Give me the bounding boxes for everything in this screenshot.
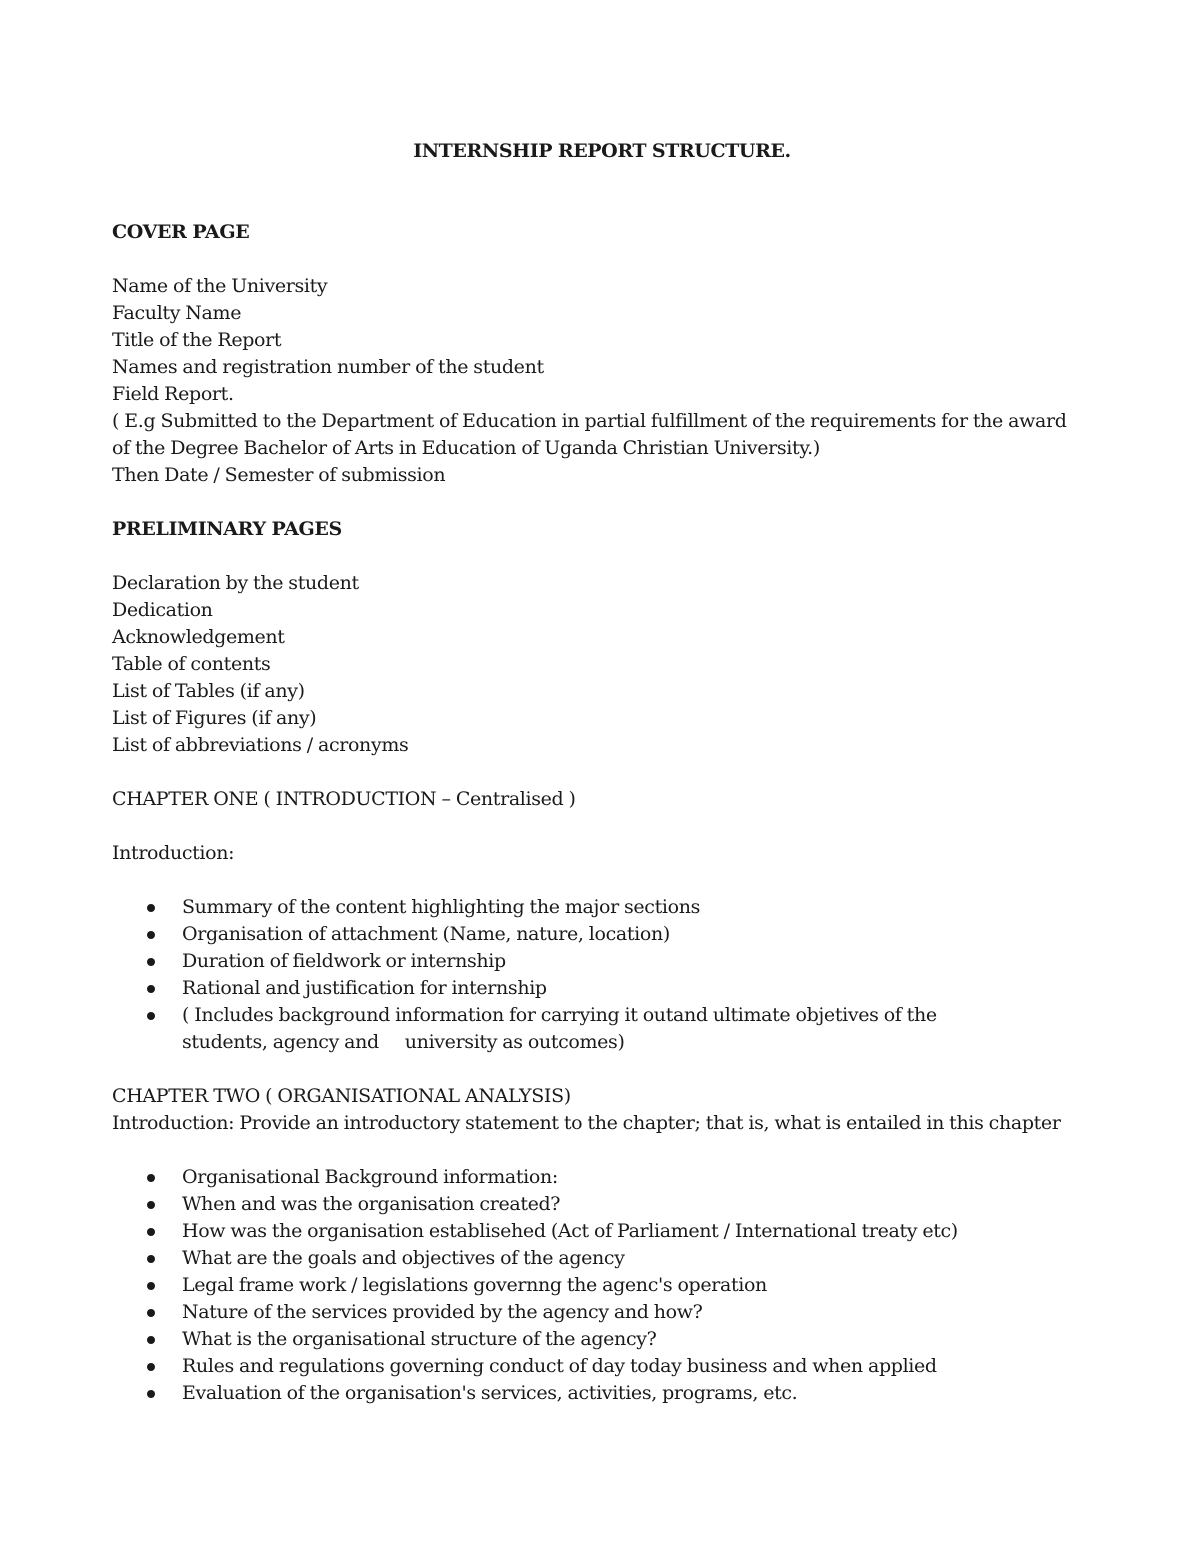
chapter-one-bullet-list (112, 894, 1092, 1056)
cover-line: Field Report. (112, 383, 234, 405)
cover-line: Faculty Name (112, 302, 242, 324)
spacer (112, 489, 1092, 516)
list-item (112, 1245, 1092, 1272)
chapter-one-section (112, 786, 1092, 1056)
list-item-text: Nature of the services provided by the agency and how? (182, 1301, 703, 1323)
chapter-two-bullet-list (112, 1164, 1092, 1407)
cover-page-section (112, 219, 1092, 489)
list-item (112, 1002, 1092, 1056)
list-item (112, 921, 1092, 948)
bullet-icon (147, 1336, 155, 1344)
cover-line: Name of the University (112, 275, 328, 297)
preliminary-pages-heading: PRELIMINARY PAGES (112, 518, 342, 540)
spacer (112, 1137, 1092, 1164)
list-item (112, 1191, 1092, 1218)
bullet-icon (147, 1012, 155, 1020)
bullet-icon (147, 904, 155, 912)
preliminary-line: List of Figures (if any) (112, 707, 317, 729)
cover-line: Title of the Report (112, 329, 282, 351)
list-item-text: Duration of fieldwork or internship (182, 950, 506, 972)
bullet-icon (147, 1309, 155, 1317)
chapter-two-section (112, 1083, 1092, 1407)
bullet-icon (147, 958, 155, 966)
bullet-icon (147, 1201, 155, 1209)
chapter-one-intro: Introduction: (112, 842, 235, 864)
preliminary-line: List of abbreviations / acronyms (112, 734, 409, 756)
list-item (112, 975, 1092, 1002)
list-item-text: Summary of the content highlighting the major sections (182, 896, 700, 918)
list-item-text: Organisation of attachment (Name, nature, location) (182, 923, 670, 945)
list-item-text: What is the organisational structure of the agency? (182, 1328, 657, 1350)
list-item (112, 1272, 1092, 1299)
cover-line: Names and registration number of the student (112, 356, 544, 378)
preliminary-line: Acknowledgement (112, 626, 285, 648)
bullet-icon (147, 1282, 155, 1290)
chapter-one-heading: CHAPTER ONE ( INTRODUCTION – Centralised ) (112, 788, 576, 810)
list-item-text: Rules and regulations governing conduct of day today business and when applied (182, 1355, 937, 1377)
spacer (112, 867, 1092, 894)
spacer (112, 813, 1092, 840)
cover-line: Then Date / Semester of submission (112, 464, 446, 486)
list-item (112, 948, 1092, 975)
list-item-text: Evaluation of the organisation's services, activities, programs, etc. (182, 1382, 798, 1404)
preliminary-line: Table of contents (112, 653, 271, 675)
document-body (112, 138, 1092, 1407)
bullet-icon (147, 931, 155, 939)
bullet-icon (147, 1255, 155, 1263)
cover-page-heading: COVER PAGE (112, 221, 250, 243)
list-item (112, 894, 1092, 921)
list-item-text: How was the organisation establisehed (Act of Parliament / International treaty etc) (182, 1220, 958, 1242)
bullet-icon (147, 1174, 155, 1182)
cover-line: of the Degree Bachelor of Arts in Education of Uganda Christian University.) (112, 437, 820, 459)
list-item (112, 1380, 1092, 1407)
list-item-text: When and was the organisation created? (182, 1193, 561, 1215)
chapter-two-intro: Introduction: Provide an introductory statement to the chapter; that is, what is entailed in this chapter (112, 1112, 1061, 1134)
list-item-text: ( Includes background information for carrying it outand ultimate objetives of the (182, 1004, 937, 1026)
bullet-icon (147, 1390, 155, 1398)
spacer (112, 246, 1092, 273)
document-title: INTERNSHIP REPORT STRUCTURE. (413, 140, 791, 162)
preliminary-pages-section (112, 516, 1092, 759)
spacer (112, 543, 1092, 570)
spacer (112, 1056, 1092, 1083)
list-item (112, 1218, 1092, 1245)
bullet-icon (147, 985, 155, 993)
bullet-icon (147, 1228, 155, 1236)
list-item (112, 1353, 1092, 1380)
chapter-two-heading: CHAPTER TWO ( ORGANISATIONAL ANALYSIS) (112, 1085, 571, 1107)
list-item-text: Rational and justification for internship (182, 977, 547, 999)
list-item (112, 1326, 1092, 1353)
list-item-text: Organisational Background information: (182, 1166, 558, 1188)
list-item (112, 1299, 1092, 1326)
preliminary-line: Declaration by the student (112, 572, 359, 594)
spacer (112, 759, 1092, 786)
list-item (112, 1164, 1092, 1191)
list-item-continuation: students, agency and university as outcomes) (182, 1031, 625, 1053)
preliminary-line: List of Tables (if any) (112, 680, 305, 702)
bullet-icon (147, 1363, 155, 1371)
cover-line: ( E.g Submitted to the Department of Education in partial fulfillment of the requirements for the award (112, 410, 1067, 432)
list-item-text: What are the goals and objectives of the agency (182, 1247, 625, 1269)
list-item-text: Legal frame work / legislations governng the agenc's operation (182, 1274, 767, 1296)
spacer (112, 165, 1092, 219)
preliminary-line: Dedication (112, 599, 213, 621)
